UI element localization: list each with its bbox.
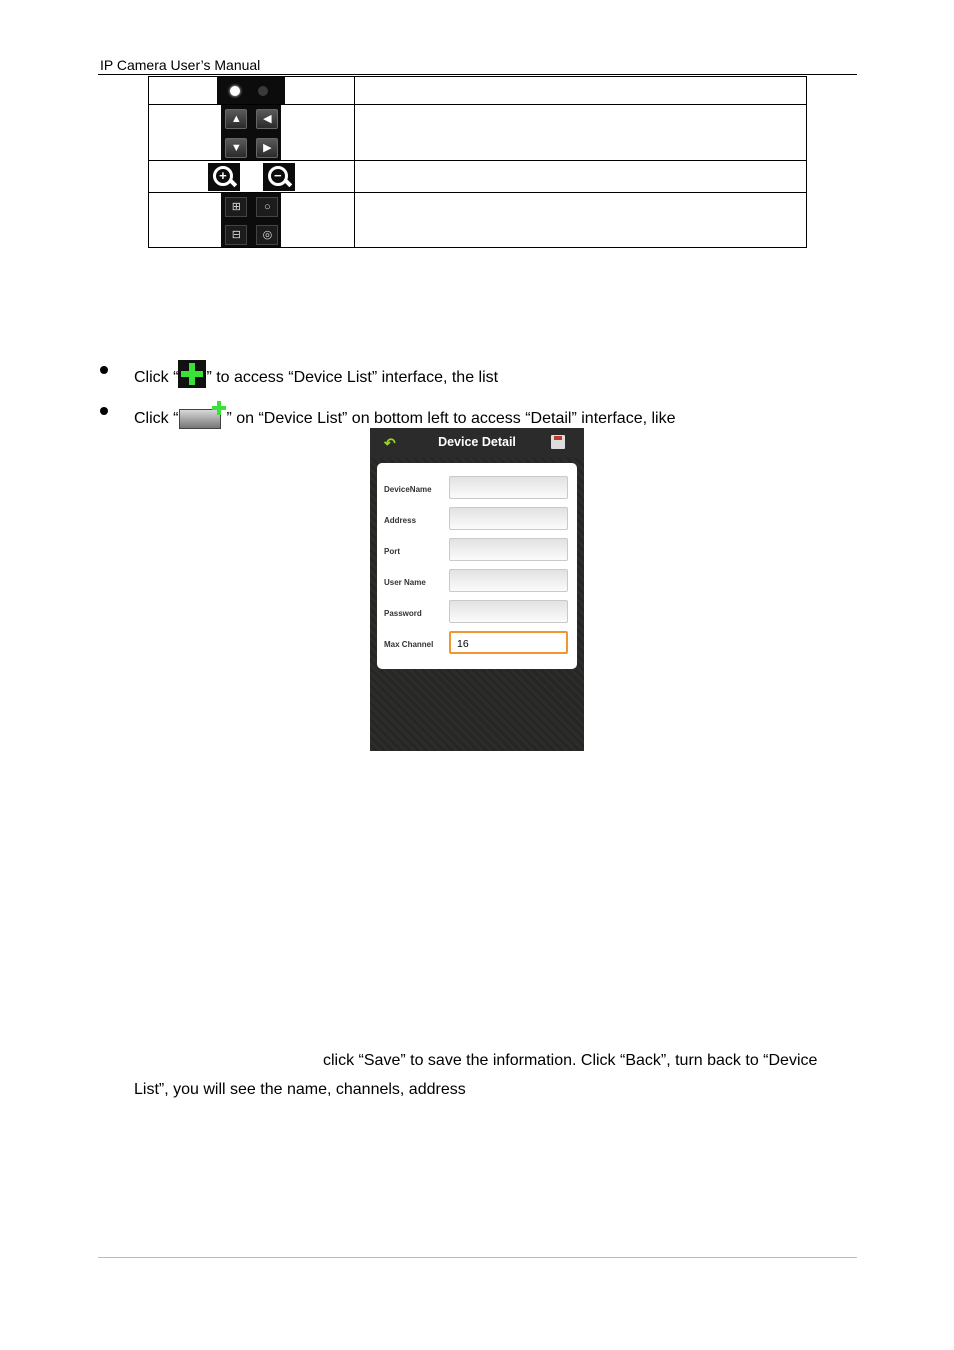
focus-iris-icons: [221, 193, 281, 247]
form-row-password: [377, 600, 577, 626]
table-cell-icon: [149, 77, 355, 105]
field-label: User Name: [384, 578, 426, 587]
form-row-address: [377, 507, 577, 533]
arrow-down-icon: ▼: [225, 138, 247, 158]
header-rule: [98, 74, 857, 75]
field-label: Password: [384, 609, 422, 618]
icon-table: [148, 76, 807, 248]
bullet-text-before: Click “: [134, 369, 179, 386]
arrow-left-icon: ◀: [256, 109, 278, 129]
table-cell-icon: [149, 193, 355, 248]
field-label: DeviceName: [384, 485, 432, 494]
paragraph-line: click “Save” to save the information. Click “Back”, turn back to “Device: [323, 1052, 818, 1069]
paragraph-line: List”, you will see the name, channels, address: [134, 1081, 466, 1098]
device-add-icon: [178, 401, 226, 429]
table-row: [149, 105, 807, 161]
device-form: [377, 463, 577, 669]
arrow-right-icon: ▶: [256, 138, 278, 158]
max-channel-field[interactable]: 16: [449, 631, 568, 654]
title-bar: [370, 428, 584, 458]
bullet-text-before: Click “: [134, 410, 179, 427]
save-disk-icon[interactable]: [551, 435, 565, 449]
form-row-user-name: [377, 569, 577, 595]
iris-open-icon: ○: [256, 197, 278, 217]
address-field[interactable]: [449, 507, 568, 530]
field-label: Max Channel: [384, 640, 434, 649]
footer-rule: [98, 1257, 857, 1258]
ptz-arrows-icon: [221, 105, 281, 160]
form-row-max-channel: [377, 631, 577, 657]
page-header-title: IP Camera User’s Manual: [100, 57, 261, 73]
user-name-field[interactable]: [449, 569, 568, 592]
bullet-text-after: ” to access “Device List” interface, the list: [206, 369, 499, 386]
form-row-device-name: [377, 476, 577, 502]
zoom-in-icon: +: [208, 163, 240, 191]
bullet-text-after: ” on “Device List” on bottom left to access “Detail” interface, like: [226, 410, 676, 427]
table-cell-icon: [149, 105, 355, 161]
zoom-out-icon: −: [263, 163, 295, 191]
field-label: Address: [384, 516, 417, 525]
password-field[interactable]: [449, 600, 568, 623]
table-cell-desc: [354, 161, 806, 193]
back-arrow-icon[interactable]: ↶: [384, 435, 396, 451]
add-device-icon: [178, 360, 206, 388]
device-detail-screenshot: [370, 428, 584, 751]
focus-near-icon: ⊞: [225, 197, 247, 217]
device-name-field[interactable]: [449, 476, 568, 499]
table-row: [149, 77, 807, 105]
screen-title: Device Detail: [438, 435, 516, 449]
table-cell-desc: [354, 105, 806, 161]
field-label: Port: [384, 547, 400, 556]
page-dots-icon: [217, 77, 285, 104]
table-cell-icon: [149, 161, 355, 193]
bullet-dot-icon: [100, 366, 108, 374]
port-field[interactable]: [449, 538, 568, 561]
table-cell-desc: [354, 193, 806, 248]
table-row: [149, 161, 807, 193]
table-cell-desc: [354, 77, 806, 105]
table-row: [149, 193, 807, 248]
form-row-port: [377, 538, 577, 564]
arrow-up-icon: ▲: [225, 109, 247, 129]
focus-far-icon: ⊟: [225, 225, 247, 245]
bullet-dot-icon: [100, 407, 108, 415]
iris-close-icon: ◎: [256, 225, 278, 245]
